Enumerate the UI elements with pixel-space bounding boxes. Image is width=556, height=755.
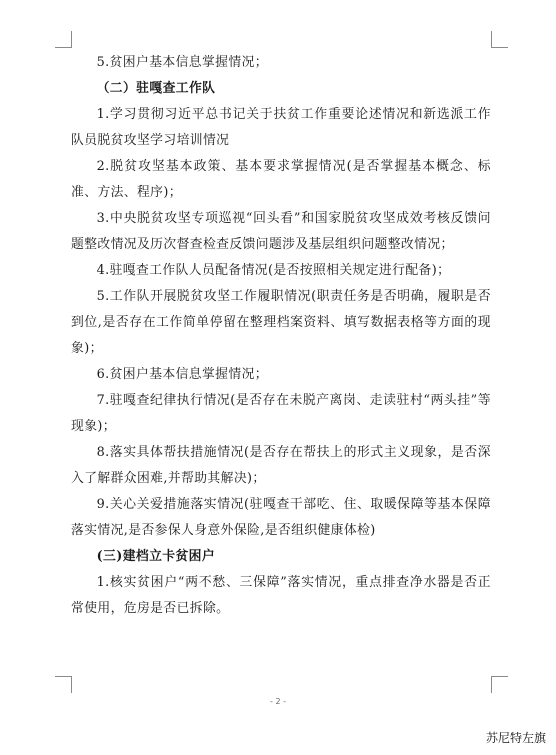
paragraph: 7.驻嘎查纪律执行情况(是否存在未脱产离岗、走读驻村“两头挂”等现象)； (71, 393, 491, 434)
section-heading: （二）驻嘎查工作队 (96, 81, 216, 96)
paragraph: 5.贫困户基本信息掌握情况； (96, 55, 268, 70)
watermark-text: 苏尼特左旗 (485, 731, 546, 745)
paragraph: 6.贫困户基本信息掌握情况； (96, 367, 268, 382)
document-body (71, 50, 491, 622)
paragraph: 9.关心关爱措施落实情况(驻嘎查干部吃、住、取暖保障等基本保障落实情况,是否参保人身意外保险,是否组织健康体检) (71, 497, 491, 538)
crop-mark-top-right (491, 31, 508, 48)
paragraph: 8.落实具体帮扶措施情况(是否存在帮扶上的形式主义现象，是否深入了解群众困难,并帮助其解决)； (71, 445, 491, 486)
paragraph: 5.工作队开展脱贫攻坚工作履职情况(职责任务是否明确，履职是否到位,是否存在工作简单停留在整理档案资料、填写数据表格等方面的现象)； (71, 289, 491, 356)
crop-mark-top-left (55, 31, 72, 48)
paragraph: 1.核实贫困户“两不愁、三保障”落实情况，重点排查净水器是否正常使用，危房是否已拆除。 (71, 575, 491, 616)
crop-mark-bottom-left (55, 676, 72, 693)
paragraph: 1.学习贯彻习近平总书记关于扶贫工作重要论述情况和新选派工作队员脱贫攻坚学习培训情况 (71, 107, 491, 148)
paragraph: 2.脱贫攻坚基本政策、基本要求掌握情况(是否掌握基本概念、标准、方法、程序)； (71, 159, 491, 200)
page-number: - 2 - (270, 697, 286, 706)
paragraph: 4.驻嘎查工作队人员配备情况(是否按照相关规定进行配备)； (96, 263, 451, 278)
crop-mark-bottom-right (491, 676, 508, 693)
paragraph: 3.中央脱贫攻坚专项巡视“回头看”和国家脱贫攻坚成效考核反馈问题整改情况及历次督查检查反馈问题涉及基层组织问题整改情况； (71, 211, 491, 252)
section-heading: (三)建档立卡贫困户 (96, 549, 216, 564)
